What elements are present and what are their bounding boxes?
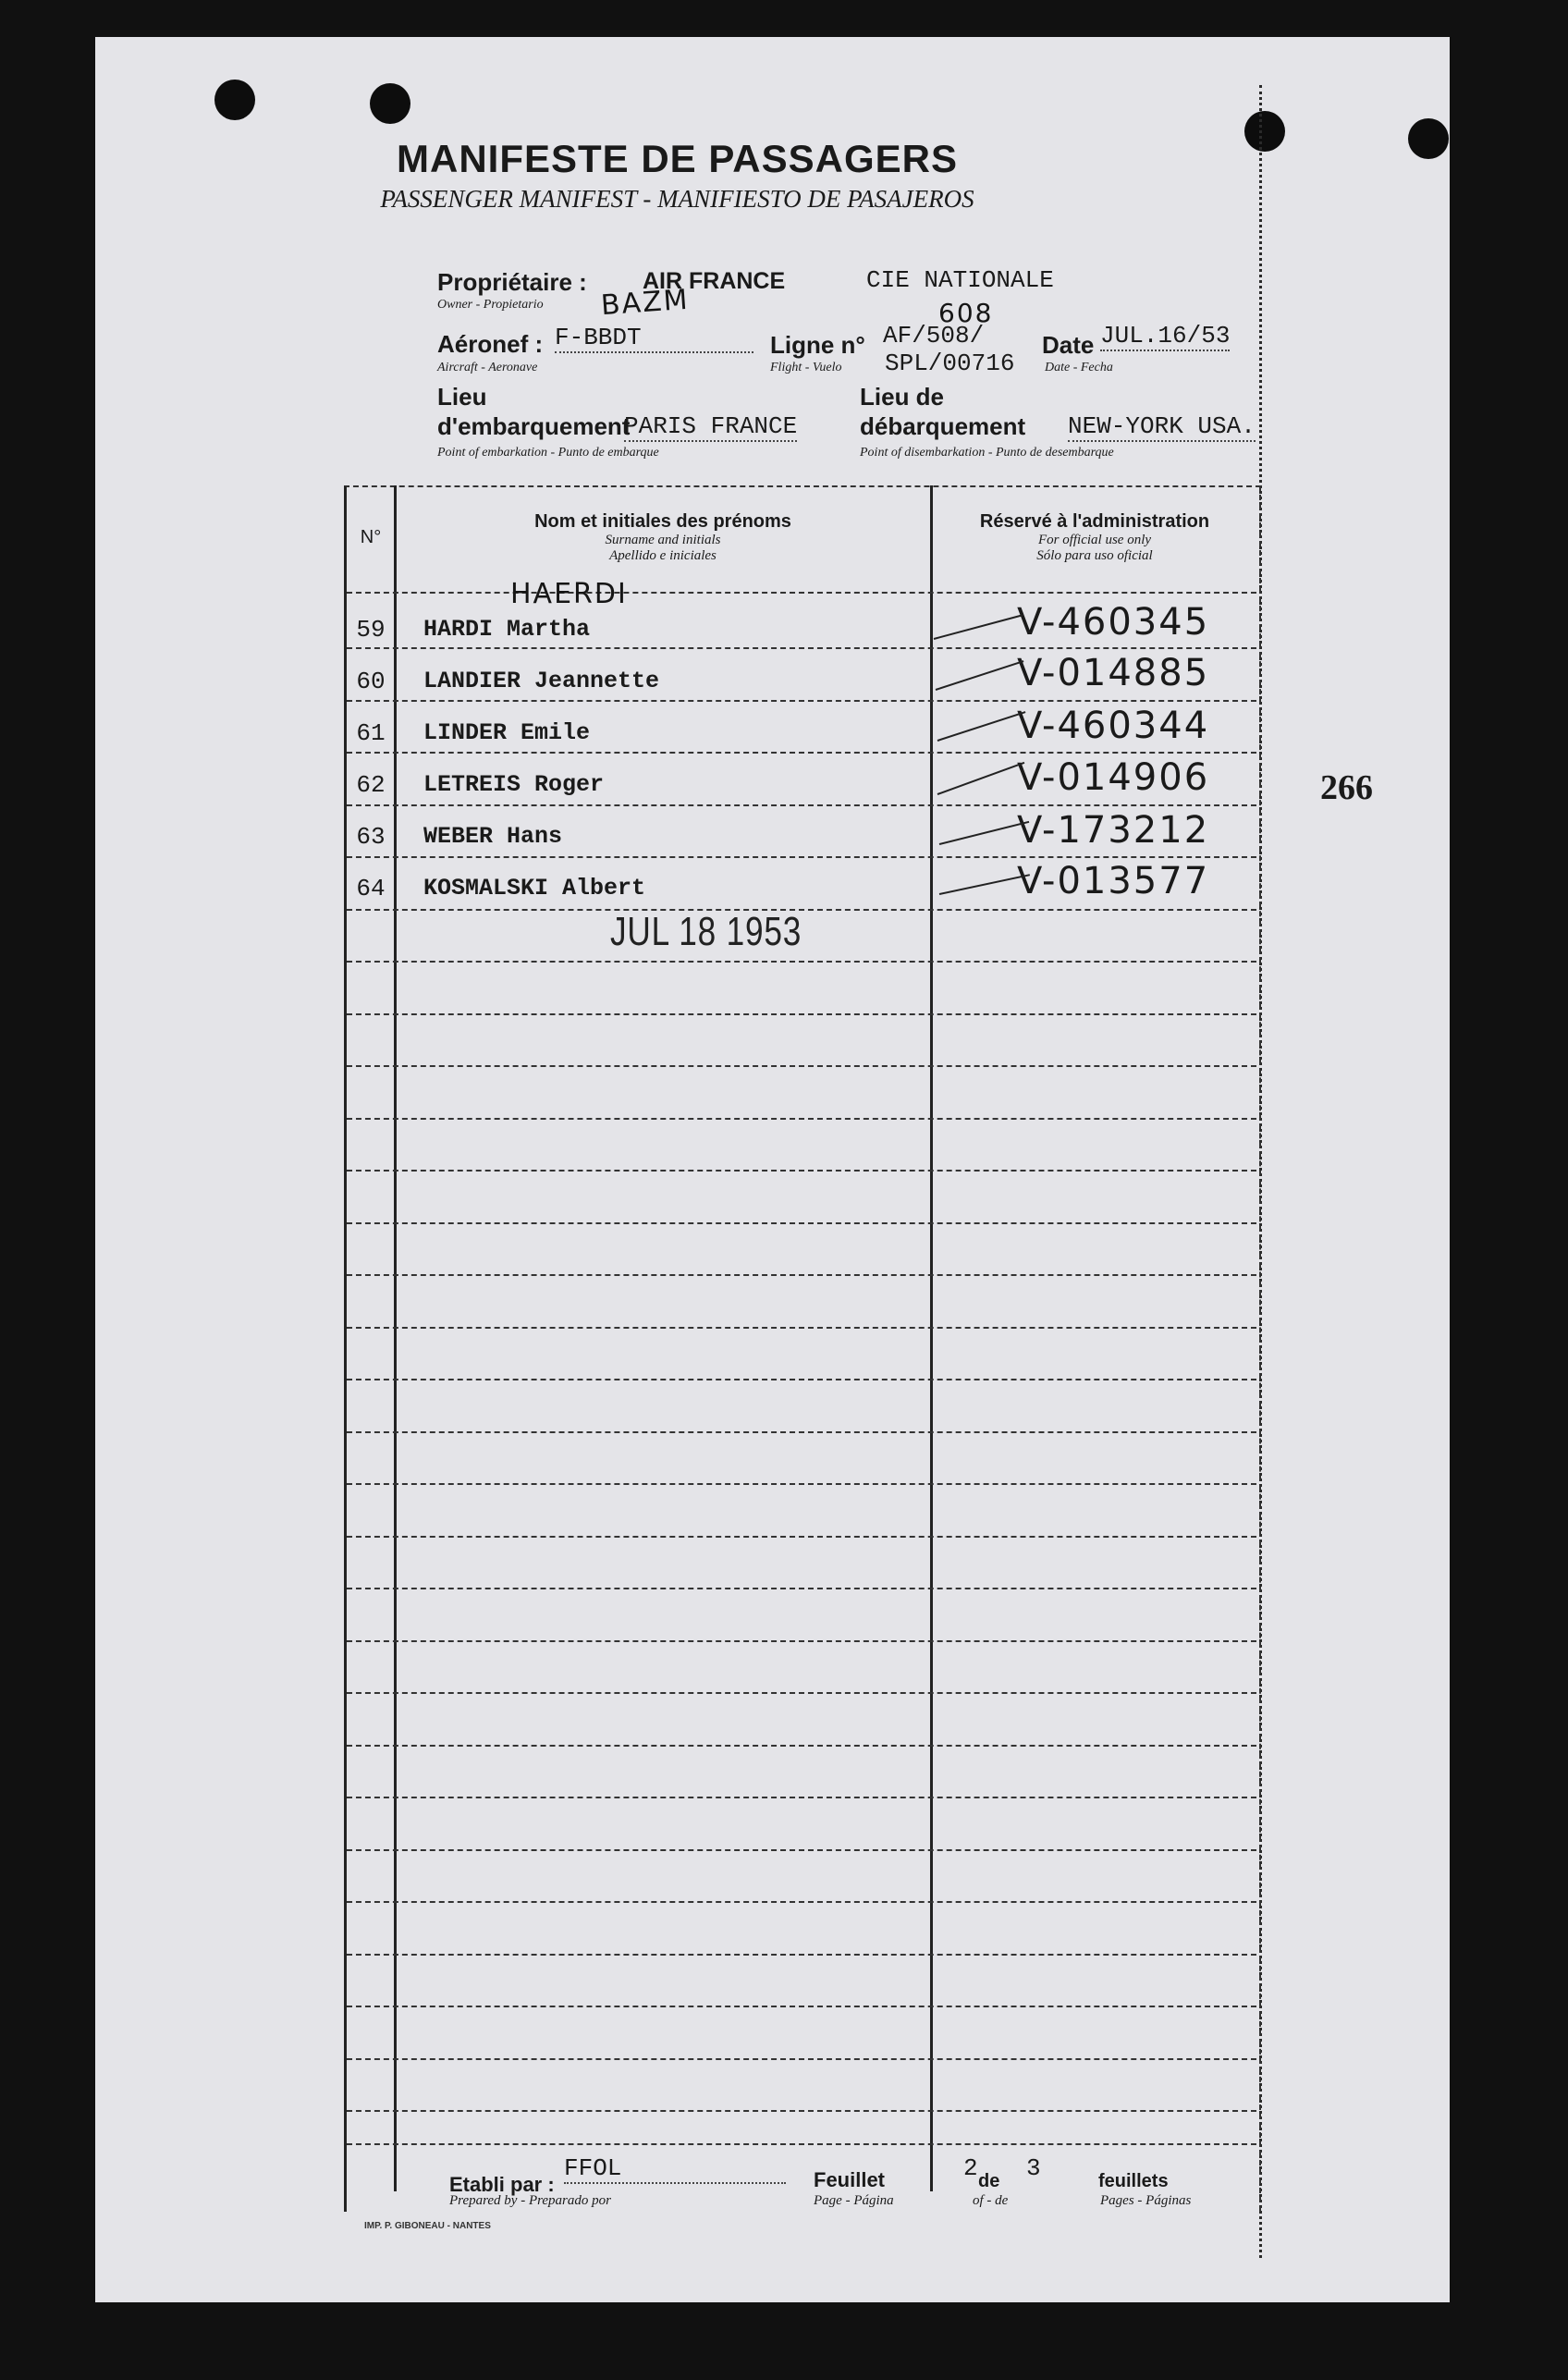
- passenger-name: LINDER Emile: [423, 719, 591, 746]
- manifest-title: MANIFESTE DE PASSAGERS: [397, 137, 958, 180]
- col-admin-en: For official use only: [1037, 533, 1152, 547]
- table-rule-line: [347, 592, 1256, 594]
- flight-code: SPL/00716: [885, 350, 1015, 377]
- date-stamp: JUL 18 1953: [610, 909, 802, 954]
- table-rule-line: [347, 1745, 1256, 1747]
- table-rule-line: [347, 1588, 1256, 1589]
- table-rule-line: [347, 1379, 1256, 1380]
- table-rule-line: [347, 1849, 1256, 1851]
- visa-number: V-013577: [1017, 860, 1210, 902]
- disembark-value: NEW-YORK USA.: [1068, 412, 1256, 440]
- col-admin-fr: Réservé à l'administration: [979, 511, 1210, 532]
- embark-sub: Point of embarkation - Punto de embarque: [437, 446, 659, 460]
- date-sub: Date - Fecha: [1045, 361, 1113, 374]
- table-rule-line: [347, 2110, 1256, 2112]
- table-rule-line: [347, 1431, 1256, 1433]
- col-admin-es: Sólo para uso oficial: [1036, 548, 1153, 563]
- table-rule-line: [347, 1954, 1256, 1956]
- table-rule-line: [347, 752, 1256, 754]
- name-correction: HAERDI: [510, 578, 628, 610]
- passenger-name: LETREIS Roger: [423, 771, 605, 798]
- date-value: JUL.16/53: [1100, 322, 1231, 350]
- flight-sub: Flight - Vuelo: [770, 361, 842, 374]
- disembark-sub: Point of disembarkation - Punto de desembarque: [860, 446, 1114, 460]
- table-rule-line: [347, 2006, 1256, 2007]
- of-value: 3: [1026, 2154, 1041, 2182]
- row-no: 60: [356, 668, 386, 695]
- prepared-value: FFOL: [564, 2154, 786, 2184]
- owner-label: Propriétaire :: [437, 268, 587, 296]
- table-rule-line: [347, 647, 1256, 649]
- table-rule-line: [347, 1013, 1256, 1015]
- aircraft-label: Aéronef :: [437, 330, 544, 358]
- table-rule-line: [347, 1118, 1256, 1120]
- table-rule-line: [347, 2143, 1256, 2145]
- disembark-label-2: débarquement: [860, 412, 1026, 440]
- passenger-name: KOSMALSKI Albert: [423, 875, 646, 902]
- visa-number: V-173212: [1017, 809, 1210, 852]
- printer-credit: IMP. P. GIBONEAU - NANTES: [364, 2221, 491, 2231]
- col-name-es: Apellido e iniciales: [609, 548, 717, 563]
- row-no: 59: [356, 616, 386, 644]
- passenger-name: HARDI Martha: [423, 616, 591, 643]
- table-rule-line: [347, 1483, 1256, 1485]
- page-label: Feuillet: [814, 2168, 886, 2191]
- pages-sub: Pages - Páginas: [1100, 2193, 1192, 2208]
- table-rule-line: [347, 1536, 1256, 1538]
- passenger-name: WEBER Hans: [423, 823, 563, 850]
- page-sub: Page - Página: [814, 2193, 894, 2208]
- prepared-label: Etabli par :: [449, 2173, 555, 2196]
- flight-label: Ligne n°: [770, 331, 865, 359]
- table-rule-line: [347, 856, 1256, 858]
- table-rule-line: [347, 1222, 1256, 1224]
- visa-number: V-460345: [1017, 601, 1210, 644]
- aircraft-hand-registration: BAZM: [599, 283, 691, 323]
- flight-hand: 608: [938, 298, 994, 328]
- table-rule-line: [347, 1274, 1256, 1276]
- passenger-name: LANDIER Jeannette: [423, 668, 660, 694]
- visa-number: V-014906: [1017, 756, 1210, 799]
- row-no: 62: [356, 771, 386, 799]
- of-label: de: [978, 2171, 1000, 2191]
- table-rule-line: [347, 1327, 1256, 1329]
- col-name-header: [398, 511, 928, 564]
- aircraft-typed: F-BBDT: [555, 324, 753, 353]
- col-no-label: N°: [360, 527, 382, 547]
- row-no: 63: [356, 823, 386, 851]
- table-rule-line: [347, 804, 1256, 806]
- flight-typed: AF/508/: [883, 322, 985, 350]
- visa-number: V-460344: [1017, 705, 1210, 747]
- embark-label-1: Lieu: [437, 383, 487, 411]
- prepared-sub: Prepared by - Preparado por: [449, 2193, 611, 2208]
- manifest-subtitle: PASSENGER MANIFEST - MANIFIESTO DE PASAJEROS: [380, 185, 974, 213]
- owner-typed: CIE NATIONALE: [866, 266, 1054, 294]
- owner-sub: Owner - Propietario: [437, 298, 544, 312]
- table-rule-line: [347, 700, 1256, 702]
- table-rule-line: [347, 1797, 1256, 1798]
- row-no: 61: [356, 719, 386, 747]
- owner-value: AIR FRANCE: [643, 268, 786, 294]
- punch-hole-left-2: [370, 83, 410, 124]
- table-rule-line: [347, 2058, 1256, 2060]
- row-no: 64: [356, 875, 386, 902]
- pages-label: feuillets: [1098, 2171, 1169, 2191]
- table-divider-admin: [930, 485, 933, 2191]
- page-value: 2: [963, 2154, 978, 2182]
- side-page-number: 266: [1320, 768, 1373, 807]
- table-rule-line: [347, 1640, 1256, 1642]
- date-label: Date: [1042, 331, 1095, 359]
- of-sub: of - de: [973, 2193, 1009, 2208]
- aircraft-sub: Aircraft - Aeronave: [437, 361, 538, 374]
- table-divider-no: [394, 485, 397, 2191]
- col-name-en: Surname and initials: [605, 533, 721, 547]
- disembark-label-1: Lieu de: [860, 383, 945, 411]
- table-rule-line: [347, 1170, 1256, 1172]
- punch-hole-left-1: [214, 80, 255, 120]
- table-rule-line: [347, 1901, 1256, 1903]
- punch-hole-right-2: [1408, 118, 1449, 159]
- embark-value: PARIS FRANCE: [624, 412, 798, 440]
- table-rule-line: [347, 1065, 1256, 1067]
- table-rule-line: [347, 1692, 1256, 1694]
- visa-number: V-014885: [1017, 652, 1210, 694]
- table-rule-line: [347, 961, 1256, 963]
- col-admin-header: [934, 511, 1256, 564]
- embark-label-2: d'embarquement: [437, 412, 631, 440]
- col-no-header: [349, 527, 392, 548]
- col-name-fr: Nom et initiales des prénoms: [534, 511, 791, 532]
